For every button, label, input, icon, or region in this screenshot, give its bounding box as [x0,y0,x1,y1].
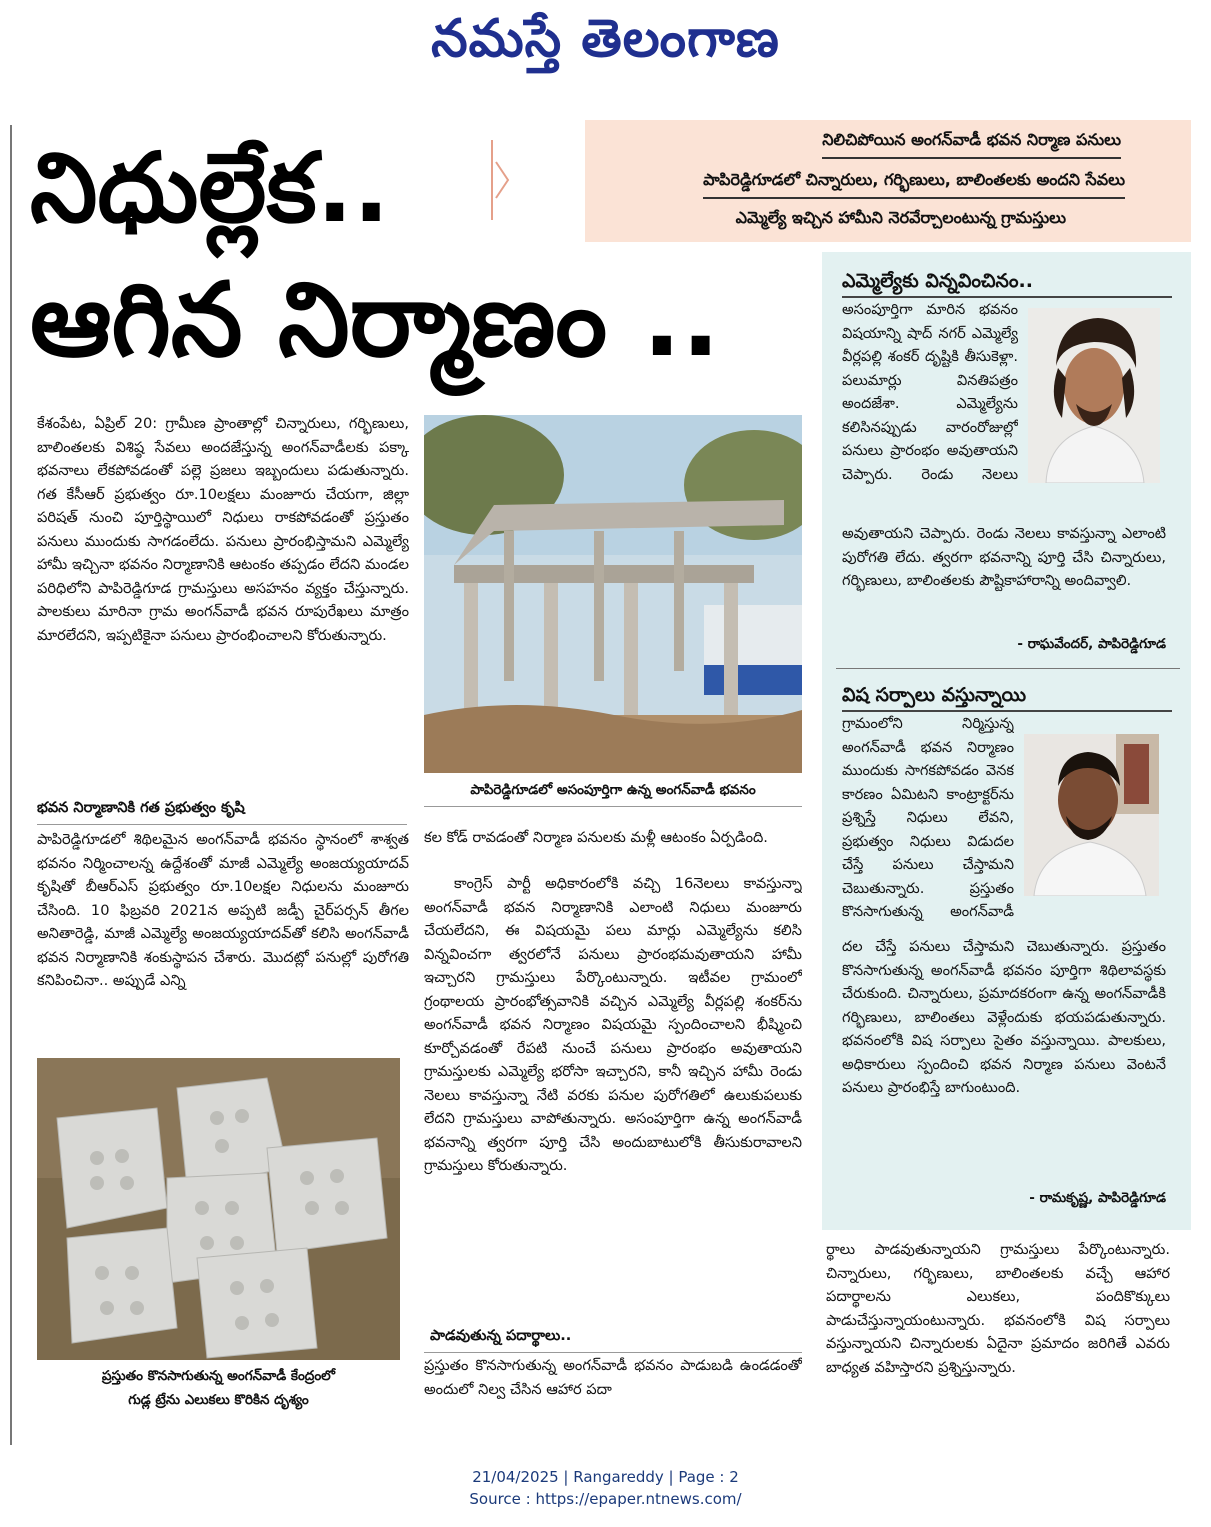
sidebar-title-1: ఎమ్మెల్యేకు విన్నవించినం.. [842,270,1033,292]
sidebar-divider [836,668,1180,669]
sidebar-text-2-top [842,712,1014,924]
subhead-rule-1 [37,824,407,825]
caption-rule [424,806,802,807]
sidebar-signature-2: - రామకృష్ణ, పాపిరెడ్డిగూడ [1029,1190,1166,1206]
deck-box [585,120,1191,242]
photo-building [424,415,802,773]
sidebar-text-1: అసంపూర్తిగా మారిన భవనం విషయాన్ని షాద్ నగర్ ఎమ్మెల్యే వీర్లపల్లి శంకర్ దృష్టికి తీసుకెళ్లా. పలుమార్లు వినతిపత్రం అందజేశా. ఎమ్మెల్యేను కలిసినప్పుడు వారంరోజుల్లో పనులు ప్రారంభం అవుతాయని చెప్పారు. రెండు నెలలు [842,301,1018,483]
sidebar-text-1-bottom: అవుతాయని చెప్పారు. రెండు నెలలు కావస్తున్నా ఎలాంటి పురోగతి లేదు. త్వరగా భవనాన్ని పూర్తి చేసి చిన్నారులు, గర్భిణులు, బాలింతలకు పౌష్టికాహారాన్ని అందివ్వాలి. [842,525,1166,589]
sidebar-text-1-top [842,298,1018,486]
headline-line-2: ఆగిన నిర్మాణం .. [30,261,721,380]
sidebar-text-2: గ్రామంలోని నిర్మిస్తున్న అంగన్‌వాడీ భవన నిర్మాణం ముందుకు సాగకపోవడం వెనక కారణం ఏమిటని కాంట్రాక్టర్‌ను ప్రశ్నిస్తే నిధులు లేవని, ప్రభుత్వం నిధులు విడుదల చేస్తే పనులు చేస్తామని చెబుతున్నారు. ప్రస్తుతం కొనసాగుతున్న అంగన్‌వాడీ [842,715,1014,920]
subhead-spoiling-food: పాడవుతున్న పదార్థాలు.. [430,1328,572,1344]
subhead-govt-effort: భవన నిర్మాణానికి గత ప్రభుత్వం కృషి [37,800,245,816]
para-spoiling-food: ప్రస్తుతం కొనసాగుతున్న అంగన్‌వాడీ భవనం పాడుబడి ఉండడంతో అందులో నిల్వ చేసిన ఆహార పదా [424,1357,802,1398]
sidebar-text-2-bottom: దల చేస్తే పనులు చేస్తామని చెబుతున్నారు. ప్రస్తుతం కొనసాగుతున్న అంగన్‌వాడీ భవనం పూర్తిగా శిథిలావస్థకు చేరుకుంది. చిన్నారులు, ప్రమాదకరంగా ఉన్న అంగన్‌వాడీకి గర్భిణులు, బాలింతలు వెళ్లేందుకు భయపడుతున్నారు. భవనంలోకి విష సర్పాలు సైతం వస్తున్నాయి. పాలకులు, అధికారులు స్పందించి భవన నిర్మాణ పనులు వెంటనే పనులు ప్రారంభిస్తే బాగుంటుంది. [842,938,1166,1096]
masthead-logo: నమస్తే తెలంగాణ [431,8,780,69]
footer-date-edition: 21/04/2025 | Rangareddy | Page : 2 [472,1468,739,1486]
photo-raghavender [1028,308,1160,483]
deck-line-2: పాపిరెడ్డిగూడలో చిన్నారులు, గర్భిణులు, బాలింతలకు అందని సేవలు [703,170,1125,199]
headline-line-1: నిధుల్లేక.. [30,132,390,244]
para-govt-effort: పాపిరెడ్డిగూడలో శిథిలమైన అంగన్‌వాడీ భవనం స్థానంలో శాశ్వత భవనం నిర్మించాలన్న ఉద్దేశంతో మాజీ ఎమ్మెల్యే అంజయ్యయాదవ్ కృషితో బీఆర్‌ఎస్ ప్రభుత్వం రూ.10లక్షల నిధులను మంజూరు చేసింది. 10 ఫిబ్రవరి 2021న అప్పటి జడ్పీ చైర్‌పర్సన్ తీగల అనితారెడ్డి, మాజీ ఎమ్మెల్యే అంజయ్యయాదవ్‌తో కలిసి అంగన్‌వాడీ భవన నిర్మాణానికి శంకుస్థాపన చేశారు. మొదట్లో పనుల్లో పురోగతి కనిపించినా.. అప్పుడే ఎన్ని [37,831,409,989]
sidebar-signature-1: - రాఘవేందర్, పాపిరెడ్డిగూడ [1017,636,1166,652]
deck-arrow-icon [488,140,528,220]
photo-egg-trays-caption [37,1364,400,1412]
para-congress: కాంగ్రెస్ పార్టీ అధికారంలోకి వచ్చి 16నెలలు కావస్తున్నా అంగన్‌వాడీ భవన నిర్మాణానికి ఎలాంటి నిధులు మంజూరు చేయలేదని, ఈ విషయమై పలు మార్లు ఎమ్మెల్యేను కలిసి విన్నవించగా త్వరలోనే పనులు ప్రారంభమవుతాయని హామీ ఇచ్చారని గ్రామస్తులు పేర్కొంటున్నారు. ఇటీవల గ్రామంలో గ్రంథాలయ ప్రారంభోత్సవానికి వచ్చిన ఎమ్మెల్యే వీర్లపల్లి శంకర్‌ను అంగన్‌వాడీ భవన నిర్మాణం విషయమై స్పందించాలని భీష్మించి కూర్చోవడంతో రేపటి నుంచే పనులు ప్రారంభం అవుతాయని గ్రామస్తులకు ఎమ్మెల్యే భరోసా ఇచ్చారని, కానీ ఇచ్చిన హామీ రెండు నెలలు కావస్తున్నా నేటి వరకు పనుల పురోగతిలో ఉలుకుపలుకు లేదని గ్రామస్తులు వాపోతున్నారు. అసంపూర్తిగా ఉన్న అంగన్‌వాడీ భవనాన్ని త్వరగా పూర్తి చేసి అందుబాటులోకి తీసుకురావాలని గ్రామస్తులు కోరుతున్నారు. [424,875,802,1174]
photo-egg-trays [37,1058,400,1360]
egg-caption-line-2: గుడ్ల ట్రేను ఎలుకలు కొరికిన దృశ్యం [128,1392,309,1408]
photo-ramakrishna [1024,734,1159,896]
column-rule [10,125,12,1445]
deck-line-3: ఎమ్మెల్యే ఇచ్చిన హామీని నెరవేర్చాలంటున్న గ్రామస్తులు [735,208,1066,227]
footer-source: Source : https://epaper.ntnews.com/ [469,1490,742,1508]
photo-building-caption: పాపిరెడ్డిగూడలో అసంపూర్తిగా ఉన్న అంగన్‌వాడీ భవనం [470,782,756,798]
deck-line-1: నిలిచిపోయిన అంగన్‌వాడీ భవన నిర్మాణ పనులు [822,130,1121,159]
para-code-cont: కల కోడ్ రావడంతో నిర్మాణ పనులకు మళ్లీ ఆటంకం ఏర్పడింది. [424,829,768,846]
subhead-rule-2 [424,1352,802,1353]
lead-paragraph: కేశంపేట, ఏప్రిల్ 20: గ్రామీణ ప్రాంతాల్లో చిన్నారులు, గర్భిణులు, బాలింతలకు విశిష్ఠ సేవలు అందజేస్తున్న అంగన్‌వాడీలకు పక్కా భవనాలు లేకపోవడంతో పల్లె ప్రజలు ఇబ్బందులు పడుతున్నారు. గత కేసీఆర్ ప్రభుత్వం రూ.10లక్షలు మంజూరు చేయగా, జిల్లా పరిషత్ నుంచి పూర్తిస్థాయిలో నిధులు రాకపోవడంతో ప్రస్తుతం పనులు ముందుకు సాగడంలేదు. పనులు ప్రారంభిస్తామని ఎమ్మెల్యే హామీ ఇచ్చినా భవనం నిర్మాణానికి ఆటంకం తప్పడం లేదని మండల పరిధిలోని పాపిరెడ్డిగూడ గ్రామస్తులు అసహనం వ్యక్తం చేస్తున్నారు. పాలకులు మారినా గ్రామ అంగన్‌వాడీ భవన రూపురేఖలు మాత్రం మారలేదని, ఇప్పటికైనా పనులు ప్రారంభించాలని కోరుతున్నారు. [37,415,409,644]
egg-caption-line-1: ప్రస్తుతం కొనసాగుతున్న అంగన్‌వాడీ కేంద్రంలో [101,1368,336,1384]
sidebar-title-2: విష సర్పాలు వస్తున్నాయి [842,684,1027,706]
para-spoiling-food-cont: ర్థాలు పాడవుతున్నాయని గ్రామస్తులు పేర్కొంటున్నారు. చిన్నారులు, గర్భిణులు, బాలింతలకు వచ్చే ఆహార పదార్థాలను ఎలుకలు, పందికొక్కులు పాడుచేస్తున్నాయంటున్నారు. భవనంలోకి విష సర్పాలు వస్తున్నాయని చిన్నారులకు ఏదైనా ప్రమాదం జరిగితే ఎవరు బాధ్యత వహిస్తారని ప్రశ్నిస్తున్నారు. [826,1241,1170,1376]
